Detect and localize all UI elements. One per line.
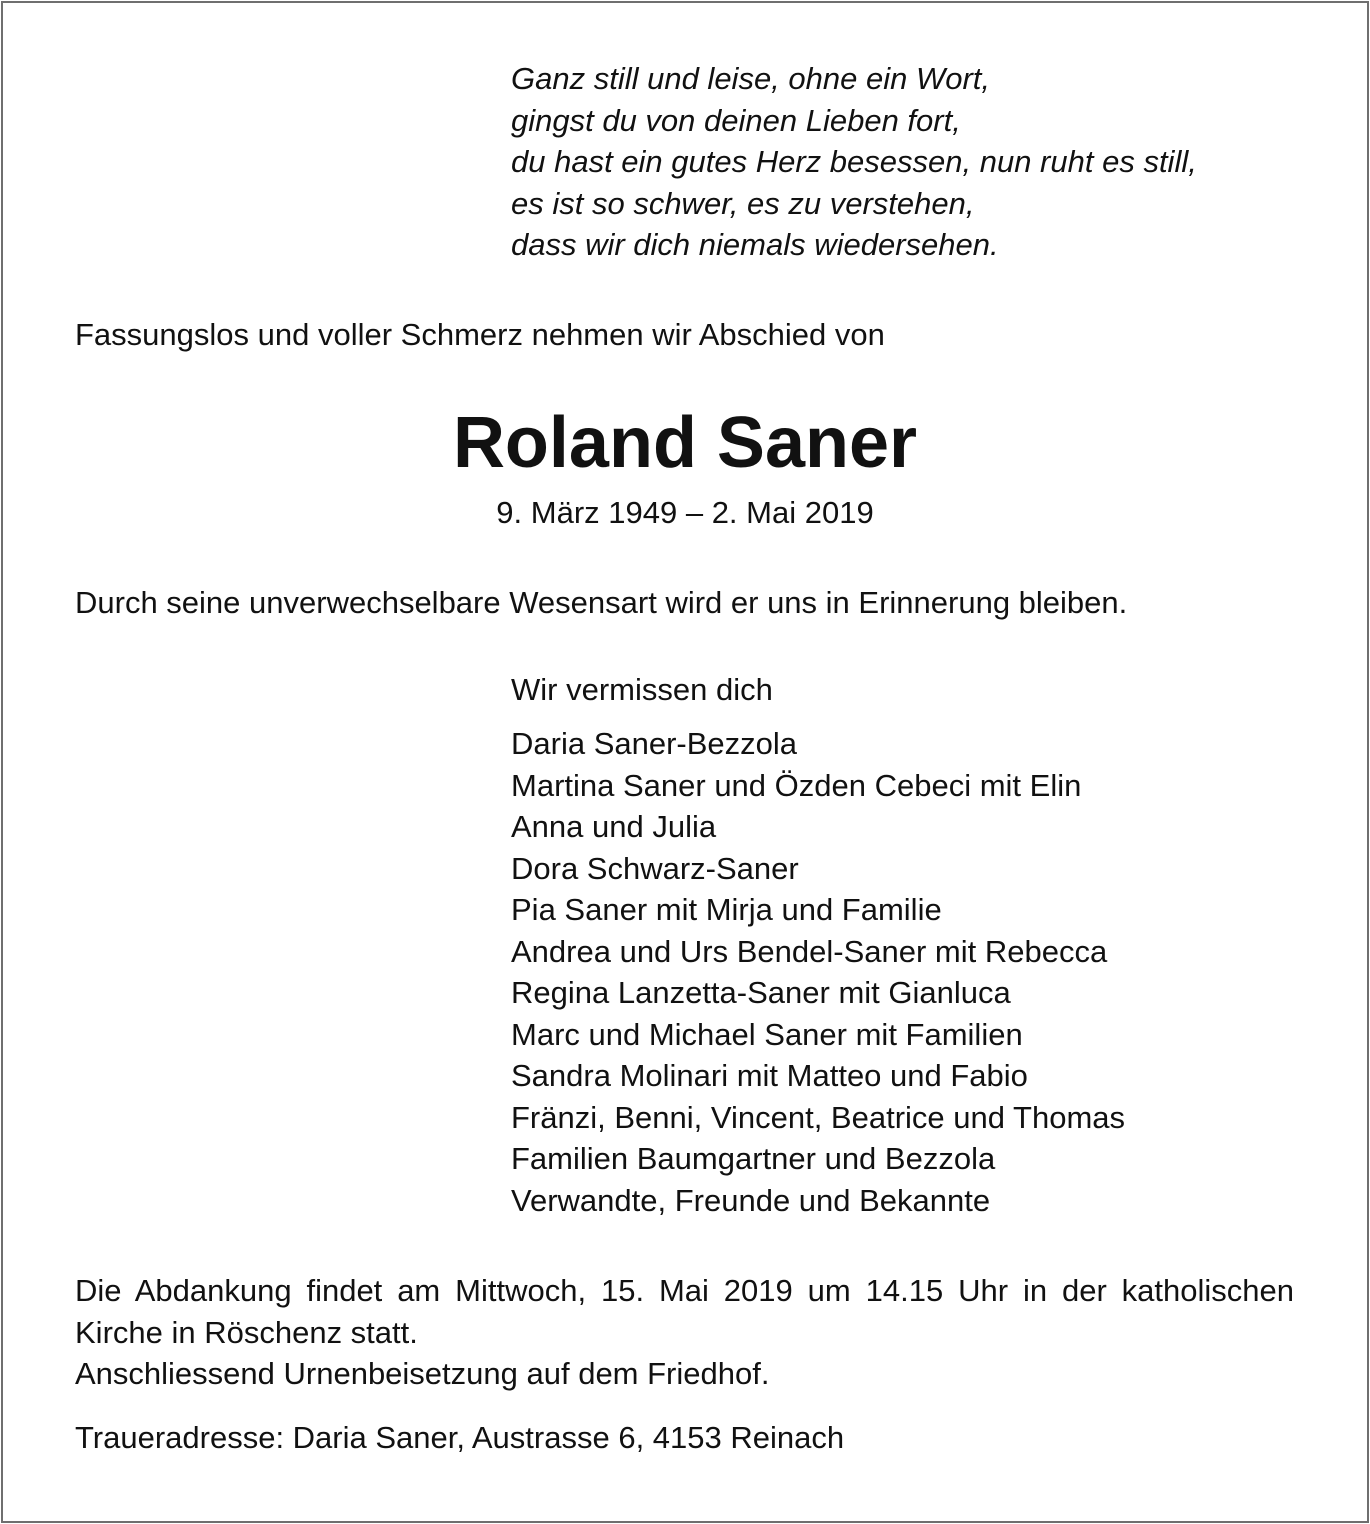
mourner-item: Pia Saner mit Mirja und Familie bbox=[511, 892, 942, 927]
mourner-item: Martina Saner und Özden Cebeci mit Elin bbox=[511, 767, 1082, 803]
service-details: Die Abdankung findet am Mittwoch, 15. Mai 2019 um 14.15 Uhr in der katholischen Kirche in Röschenz statt. bbox=[75, 1273, 1294, 1350]
poem-line: es ist so schwer, es zu verstehen, bbox=[511, 185, 975, 221]
mourner-item: Familien Baumgartner und Bezzola bbox=[511, 1141, 996, 1176]
poem-line: du hast ein gutes Herz besessen, nun ruht es still, bbox=[511, 144, 1197, 179]
poem bbox=[511, 58, 1197, 266]
mourning-address: Traueradresse: Daria Saner, Austrasse 6, 4153 Reinach bbox=[75, 1420, 845, 1455]
miss-text: Wir vermissen dich bbox=[511, 672, 773, 707]
service-info bbox=[75, 1270, 1294, 1395]
mourners-list bbox=[511, 723, 1125, 1221]
poem-line: dass wir dich niemals wiedersehen. bbox=[511, 227, 999, 262]
poem-line: Ganz still und leise, ohne ein Wort, bbox=[511, 61, 991, 96]
mourner-item: Dora Schwarz-Saner bbox=[511, 850, 799, 886]
mourner-item: Verwandte, Freunde und Bekannte bbox=[511, 1182, 991, 1218]
mourner-item: Sandra Molinari mit Matteo und Fabio bbox=[511, 1058, 1028, 1093]
deceased-name: Roland Saner bbox=[452, 403, 918, 483]
mourner-item: Marc und Michael Saner mit Familien bbox=[511, 1016, 1023, 1052]
memory-text: Durch seine unverwechselbare Wesensart wird er uns in Erinnerung bleiben. bbox=[75, 585, 1128, 620]
mourner-item: Andrea und Urs Bendel-Saner mit Rebecca bbox=[511, 933, 1108, 969]
poem-line: gingst du von deinen Lieben fort, bbox=[511, 102, 961, 138]
intro-text: Fassungslos und voller Schmerz nehmen wir Abschied von bbox=[75, 317, 885, 352]
mourner-item: Fränzi, Benni, Vincent, Beatrice und Thomas bbox=[511, 1099, 1126, 1135]
mourner-item: Daria Saner-Bezzola bbox=[511, 726, 798, 761]
life-dates: 9. März 1949 – 2. Mai 2019 bbox=[496, 495, 874, 530]
mourner-item: Regina Lanzetta-Saner mit Gianluca bbox=[511, 975, 1011, 1010]
mourner-item: Anna und Julia bbox=[511, 809, 717, 844]
burial-details: Anschliessend Urnenbeisetzung auf dem Friedhof. bbox=[75, 1356, 770, 1391]
